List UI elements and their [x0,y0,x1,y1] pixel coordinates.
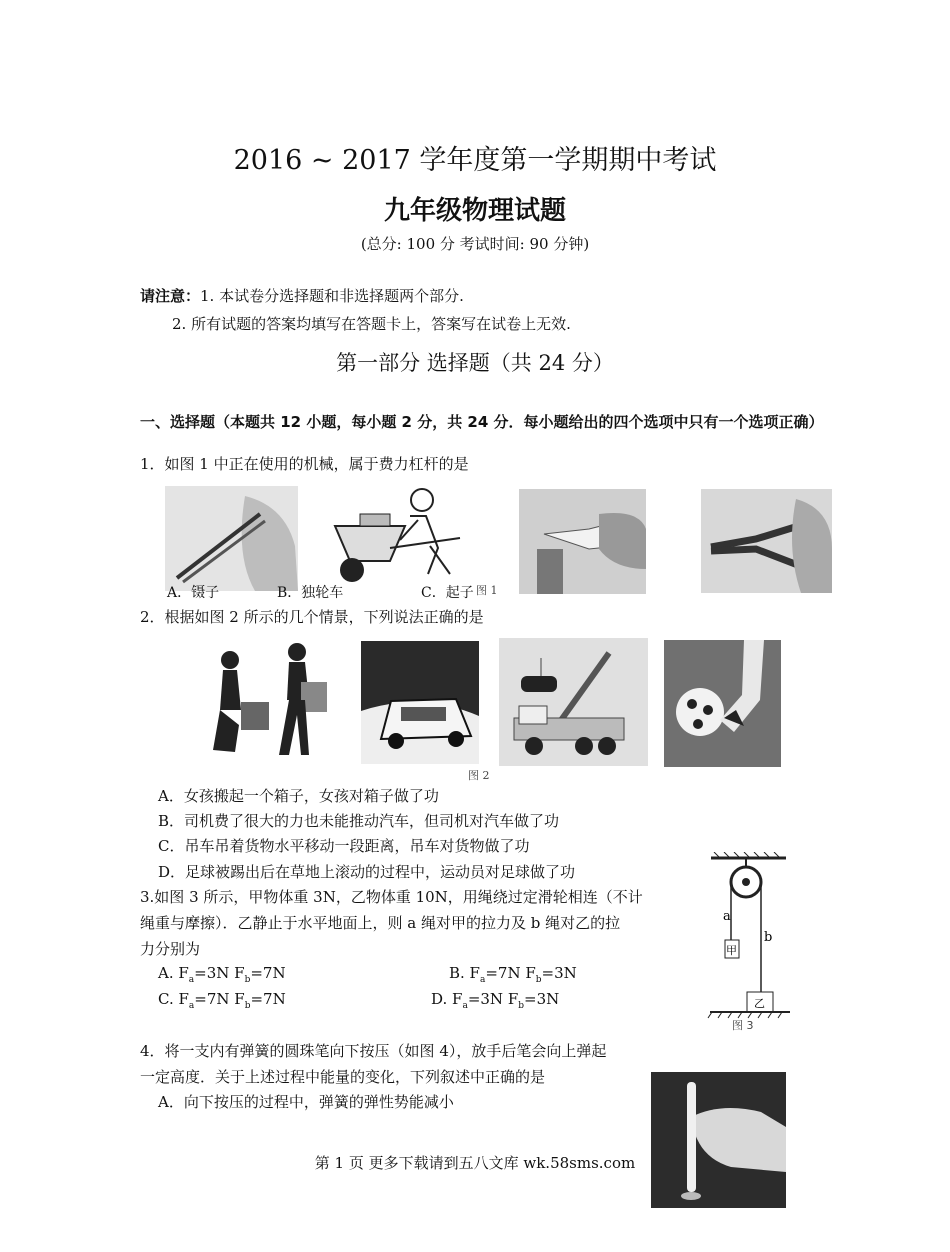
question-3-stem-line-3: 力分别为 [140,940,201,958]
figure-3-caption: 图 3 [732,1019,754,1032]
pen-press-image [651,1072,786,1208]
q2-option-c: C．吊车吊着货物水平移动一段距离，吊车对货物做了功 [158,837,530,855]
fig3-label-jia: 甲 [726,944,737,957]
crane-image [499,638,648,766]
question-1-stem: 1．如图 1 中正在使用的机械，属于费力杠杆的是 [140,455,469,473]
question-4-stem-line-2: 一定高度．关于上述过程中能量的变化，下列叙述中正确的是 [140,1068,546,1086]
bottle-opener-image [519,489,646,594]
fig3-label-yi: 乙 [754,997,765,1010]
q3-option-c: C. $F_a=7N$ $F_b=7N$ [158,990,286,1011]
question-4-stem-line-1: 4．将一支内有弹簧的圆珠笔向下按压（如图 4），放手后笔会向上弹起 [140,1042,607,1060]
q2-option-a: A．女孩搬起一个箱子，女孩对箱子做了功 [158,787,439,805]
football-image [664,640,781,767]
q3-option-a: A. $F_a=3N$ $F_b=7N$ [158,964,286,985]
notice-label: 请注意： [140,287,201,305]
notice [140,285,464,306]
figure-2-caption: 图 2 [468,769,490,782]
fig3-label-a: a [723,909,731,924]
q2-option-d: D．足球被踢出后在草地上滚动的过程中，运动员对足球做了功 [158,863,576,881]
section-heading: 一、选择题（本题共 12 小题，每小题 2 分，共 24 分．每小题给出的四个选项中只有一个选项正确） [140,413,824,431]
figure-1-caption: 图 1 [476,584,498,597]
exam-subtitle: 九年级物理试题 [383,196,566,226]
car-push-image [361,641,479,764]
pliers-image [701,489,832,593]
q4-option-a: A．向下按压的过程中，弹簧的弹性势能减小 [158,1093,454,1111]
exam-title: 2016 ~ 2017 学年度第一学期期中考试 [233,145,717,176]
q3-option-d: D. $F_a=3N$ $F_b=3N$ [431,990,560,1011]
question-3-stem-line-2: 绳重与摩擦）．乙静止于水平地面上，则 a 绳对甲的拉力及 b 绳对乙的拉 [140,914,621,932]
q3-option-b: B. $F_a=7N$ $F_b=3N$ [449,964,577,985]
q1-label-c: C．起子 [421,585,474,601]
page-footer: 第 1 页 更多下载请到五八文库 wk.58sms.com [314,1154,636,1172]
girl-box-image [205,640,330,758]
q1-label-a: A．镊子 [167,585,220,601]
fig3-label-b: b [764,930,773,945]
question-2-stem: 2．根据如图 2 所示的几个情景，下列说法正确的是 [140,608,484,626]
exam-meta: (总分: 100 分 考试时间: 90 分钟) [360,235,590,253]
notice-item-2: 2. 所有试题的答案均填写在答题卡上，答案写在试卷上无效. [172,315,571,333]
q1-label-b: B．独轮车 [277,585,344,601]
question-3-stem-line-1: 3.如图 3 所示，甲物体重 3N，乙物体重 10N，用绳绕过定滑轮相连（不计 [140,888,643,906]
wheelbarrow-image [330,486,480,586]
notice-item-1: 1. 本试卷分选择题和非选择题两个部分. [200,287,464,305]
pulley-diagram [706,852,796,1032]
part-title: 第一部分 选择题（共 24 分） [336,351,614,375]
q2-option-b: B．司机费了很大的力也未能推动汽车，但司机对汽车做了功 [158,812,560,830]
tweezers-image [165,486,298,591]
